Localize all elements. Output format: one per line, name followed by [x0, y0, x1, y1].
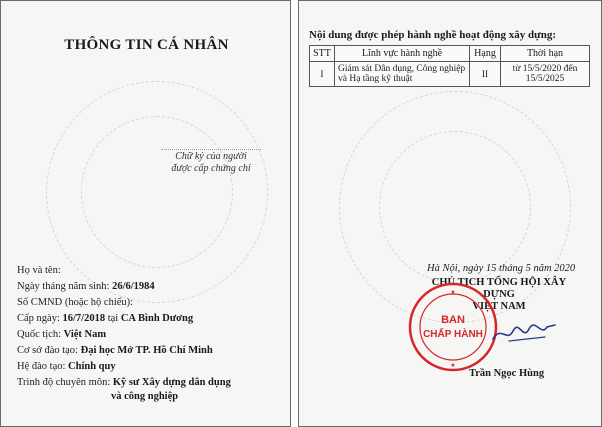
cell-stt: I: [310, 62, 335, 87]
col-stt: STT: [310, 46, 335, 62]
practice-table: [309, 45, 590, 87]
cell-field: Giám sát Dân dụng, Công nghiệp và Hạ tầng kỹ thuật: [335, 62, 470, 87]
watermark-ring: [379, 131, 531, 283]
col-grade: Hạng: [470, 46, 501, 62]
section-heading: Nội dung được phép hành nghề hoạt động xây dựng:: [309, 29, 557, 41]
field-qualification-line2: và công nghiệp: [111, 391, 179, 402]
cell-term: từ 15/5/2020 đến 15/5/2025: [501, 62, 590, 87]
col-field: Lĩnh vực hành nghề: [335, 46, 470, 62]
svg-text:★: ★: [450, 363, 456, 369]
page-title: THÔNG TIN CÁ NHÂN: [64, 37, 229, 53]
issue-date: Hà Nội, ngày 15 tháng 5 năm 2020: [427, 263, 576, 274]
table-header-row: [310, 46, 590, 62]
official-seal-icon: [407, 281, 499, 373]
signature-caption: Chữ ký của người được cấp chứng chỉ: [171, 151, 251, 174]
handwritten-signature-icon: [489, 317, 559, 347]
svg-text:CHẤP HÀNH: CHẤP HÀNH: [423, 329, 483, 340]
field-issue-date: Cấp ngày: 16/7/2018 tại CA Bình Dương: [17, 313, 194, 324]
cell-grade: II: [470, 62, 501, 87]
col-term: Thời hạn: [501, 46, 590, 62]
signer-name: Trần Ngọc Hùng: [469, 368, 545, 379]
field-nationality: Quốc tịch: Việt Nam: [17, 329, 107, 340]
svg-text:★: ★: [450, 290, 456, 296]
field-training-institution: Cơ sở đào tạo: Đại học Mở TP. Hồ Chí Minh: [17, 345, 213, 356]
field-date-of-birth: Ngày tháng năm sinh: 26/6/1984: [17, 281, 155, 292]
svg-text:BAN: BAN: [441, 314, 465, 326]
field-full-name: Họ và tên:: [17, 265, 61, 276]
signature-line: [161, 149, 261, 150]
field-training-type: Hệ đào tạo: Chính quy: [17, 361, 116, 372]
permitted-practice-page: [298, 0, 602, 427]
personal-info-page: [0, 0, 291, 427]
field-id-number: Số CMND (hoặc hộ chiếu):: [17, 297, 134, 308]
field-qualification: Trình độ chuyên môn: Kỹ sư Xây dựng dân dụng: [17, 377, 231, 388]
watermark-ring: [81, 116, 233, 268]
table-row: [310, 62, 590, 87]
issuer-title: CHỦ TỊCH TỔNG HỘI XÂY DỰNG VIỆT NAM: [431, 277, 567, 312]
